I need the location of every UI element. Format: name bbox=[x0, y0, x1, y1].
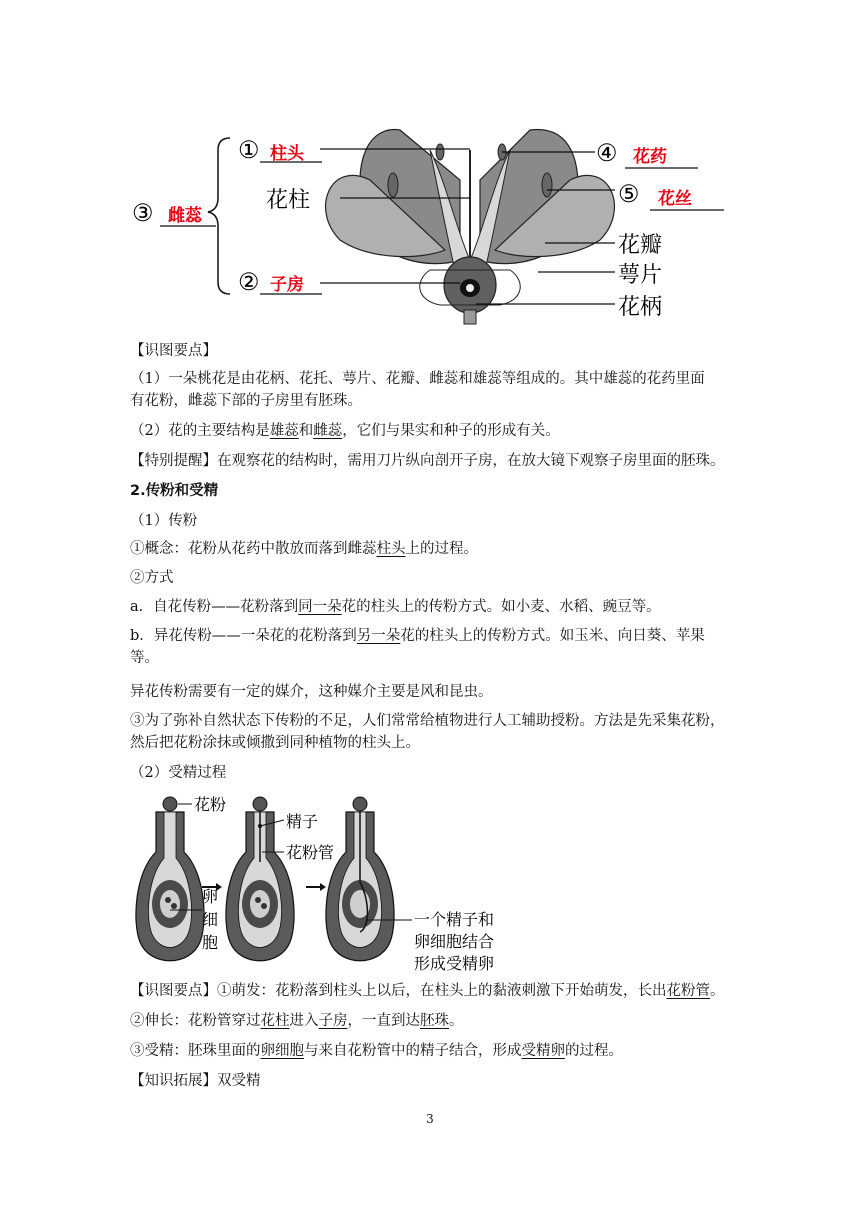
label-style: 花柱 bbox=[266, 188, 311, 213]
paragraph-elongation: ②伸长：花粉管穿过花柱进入子房，一直到达胚珠。 bbox=[130, 1013, 464, 1029]
subheading-pollination: （1）传粉 bbox=[130, 513, 198, 529]
label-result-2: 卵细胞结合 bbox=[414, 932, 495, 951]
label-stalk: 花柄 bbox=[618, 295, 663, 320]
label-petal: 花瓣 bbox=[618, 233, 663, 258]
section-heading-pollination: 2.传粉和受精 bbox=[130, 483, 219, 499]
label-num-5: ⑤ bbox=[618, 180, 640, 208]
subheading-fertilization: （2）受精过程 bbox=[130, 765, 227, 781]
label-sepal: 萼片 bbox=[618, 263, 663, 288]
paragraph-self-pollination: a．自花传粉——花粉落到同一朵花的柱头上的传粉方式。如小麦、水稻、豌豆等。 bbox=[130, 599, 661, 615]
paragraph-knowledge-extension: 【知识拓展】双受精 bbox=[130, 1073, 261, 1089]
pistil-stage-3 bbox=[326, 797, 394, 961]
label-num-4: ④ bbox=[596, 139, 618, 167]
paragraph-fertilization: ③受精：胚珠里面的卵细胞与来自花粉管中的精子结合，形成受精卵的过程。 bbox=[130, 1043, 623, 1059]
paragraph-media: 异花传粉需要有一定的媒介，这种媒介主要是风和昆虫。 bbox=[130, 684, 493, 700]
paragraph-main-structures: （2）花的主要结构是雄蕊和雌蕊，它们与果实和种子的形成有关。 bbox=[130, 423, 560, 439]
label-result-3: 形成受精卵 bbox=[414, 954, 495, 972]
flower-structure-diagram bbox=[130, 120, 730, 325]
tip-heading-1: 【识图要点】 bbox=[130, 343, 217, 359]
fertilization-diagram bbox=[130, 792, 510, 972]
paragraph-concept: ①概念：花粉从花药中散放而落到雌蕊柱头上的过程。 bbox=[130, 541, 478, 557]
label-egg-2: 细 bbox=[202, 910, 219, 929]
label-ovary: 子房 bbox=[270, 275, 304, 295]
label-pollen-tube: 花粉管 bbox=[286, 843, 335, 862]
label-num-2: ② bbox=[238, 268, 260, 296]
label-pollen: 花粉 bbox=[194, 795, 227, 814]
label-sperm: 精子 bbox=[286, 812, 319, 831]
paragraph-germination: 【识图要点】①萌发：花粉落到柱头上以后，在柱头上的黏液刺激下开始萌发，长出花粉管。 bbox=[130, 983, 725, 999]
flower-illustration bbox=[326, 130, 615, 324]
label-anther: 花药 bbox=[633, 147, 667, 167]
label-num-3: ③ bbox=[132, 199, 154, 227]
paragraph-special-reminder: 【特别提醒】在观察花的结构时，需用刀片纵向剖开子房，在放大镜下观察子房里面的胚珠。 bbox=[130, 453, 725, 469]
label-num-1: ① bbox=[238, 136, 260, 164]
pistil-stage-1 bbox=[136, 797, 204, 961]
page-number: 3 bbox=[426, 1112, 434, 1126]
label-result-1: 一个精子和 bbox=[414, 910, 495, 929]
label-egg-3: 胞 bbox=[202, 933, 219, 952]
label-egg-1: 卵 bbox=[202, 887, 219, 906]
label-stigma: 柱头 bbox=[270, 144, 304, 164]
paragraph-flower-parts: （1）一朵桃花是由花柄、花托、萼片、花瓣、雌蕊和雄蕊等组成的。其中雄蕊的花药里面 有花粉，雌蕊下部的子房里有胚珠。 bbox=[130, 371, 705, 409]
label-filament: 花丝 bbox=[658, 189, 692, 209]
pistil-stage-2 bbox=[226, 797, 294, 961]
label-pistil: 雌蕊 bbox=[168, 206, 202, 226]
paragraph-cross-pollination: b．异花传粉——一朵花的花粉落到另一朵花的柱头上的传粉方式。如玉米、向日葵、苹果 等。 bbox=[130, 628, 705, 666]
paragraph-method: ②方式 bbox=[130, 570, 174, 586]
paragraph-artificial-pollination: ③为了弥补自然状态下传粉的不足，人们常常给植物进行人工辅助授粉。方法是先采集花粉， 然后把花粉涂抹或倾撒到同种植物的柱头上。 bbox=[130, 713, 725, 751]
